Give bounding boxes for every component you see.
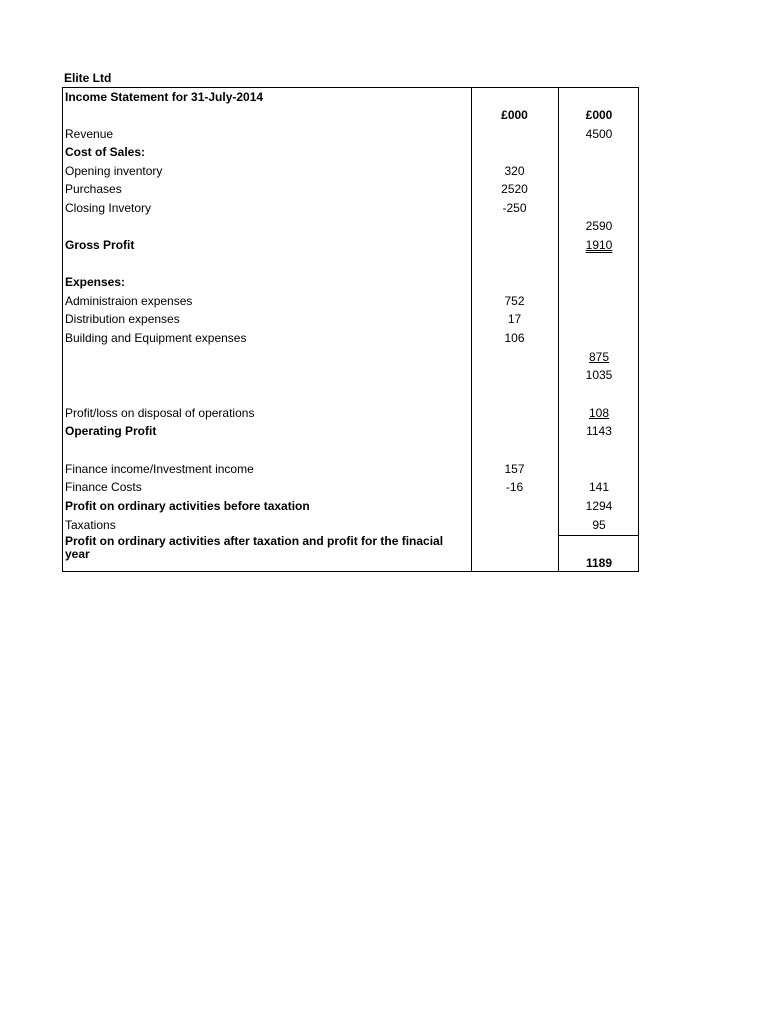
company-name: Elite Ltd xyxy=(64,71,112,85)
purchases-value: 2520 xyxy=(501,182,528,196)
disposal-value: 108 xyxy=(588,406,610,420)
row-closing-inventory xyxy=(63,199,638,217)
row-finance-costs xyxy=(63,478,638,496)
row-disposal xyxy=(63,404,638,422)
row-taxation xyxy=(63,516,638,534)
income-statement-table xyxy=(62,87,639,572)
after-expenses-value: 1035 xyxy=(585,368,613,382)
total-rule xyxy=(558,535,638,536)
disposal-label: Profit/loss on disposal of operations xyxy=(65,406,255,420)
finance-income-value: 157 xyxy=(504,462,525,476)
expenses-label: Expenses: xyxy=(65,275,126,289)
row-opening-inventory xyxy=(63,162,638,180)
cost-total-value: 2590 xyxy=(585,219,613,233)
row-cost-of-sales xyxy=(63,143,638,161)
purchases-label: Purchases xyxy=(65,182,122,196)
finance-costs-label: Finance Costs xyxy=(65,480,142,494)
finance-income-label: Finance income/Investment income xyxy=(65,462,254,476)
operating-profit-value: 1143 xyxy=(586,424,612,438)
operating-profit-label: Operating Profit xyxy=(65,424,157,438)
building-expenses-value: 106 xyxy=(504,331,525,345)
row-cost-total xyxy=(63,217,638,235)
header-row xyxy=(63,106,638,124)
finance-net-value: 141 xyxy=(588,480,610,494)
finance-costs-value: -16 xyxy=(505,480,524,494)
opening-inventory-label: Opening inventory xyxy=(65,164,163,178)
opening-inventory-value: 320 xyxy=(504,164,525,178)
row-finance-income xyxy=(63,460,638,478)
statement-title-row xyxy=(63,88,638,106)
row-building-expenses xyxy=(63,329,638,347)
row-distribution-expenses xyxy=(63,310,638,328)
gross-profit-value: 1910 xyxy=(585,238,613,252)
row-operating-profit xyxy=(63,422,638,440)
gross-profit-label: Gross Profit xyxy=(65,238,135,252)
building-expenses-label: Building and Equipment expenses xyxy=(65,331,247,345)
statement-title: Income Statement for 31-July-2014 xyxy=(65,90,264,104)
row-profit-before-tax xyxy=(63,497,638,515)
closing-inventory-label: Closing Invetory xyxy=(65,201,152,215)
column-header-2: £000 xyxy=(585,108,613,122)
profit-after-tax-label: Profit on ordinary activities after taxation and profit for the finacial year xyxy=(65,534,444,561)
distribution-expenses-label: Distribution expenses xyxy=(65,312,180,326)
row-profit-after-tax xyxy=(63,554,638,572)
row-gross-profit xyxy=(63,236,638,254)
profit-before-tax-value: 1294 xyxy=(585,499,613,513)
revenue-label: Revenue xyxy=(65,127,114,141)
revenue-value: 4500 xyxy=(585,127,613,141)
row-expenses-total xyxy=(63,348,638,366)
row-purchases xyxy=(63,180,638,198)
row-after-expenses xyxy=(63,366,638,384)
profit-after-tax-value: 1189 xyxy=(585,556,613,570)
expenses-total-value: 875 xyxy=(588,350,610,364)
row-revenue xyxy=(63,125,638,143)
admin-expenses-label: Administraion expenses xyxy=(65,294,193,308)
row-expenses xyxy=(63,273,638,291)
cost-of-sales-label: Cost of Sales: xyxy=(65,145,146,159)
taxation-label: Taxations xyxy=(65,518,116,532)
admin-expenses-value: 752 xyxy=(504,294,525,308)
row-admin-expenses xyxy=(63,292,638,310)
distribution-expenses-value: 17 xyxy=(507,312,522,326)
profit-before-tax-label: Profit on ordinary activities before taxation xyxy=(65,499,310,513)
column-header-1: £000 xyxy=(501,108,528,122)
closing-inventory-value: -250 xyxy=(502,201,527,215)
taxation-value: 95 xyxy=(592,518,606,532)
